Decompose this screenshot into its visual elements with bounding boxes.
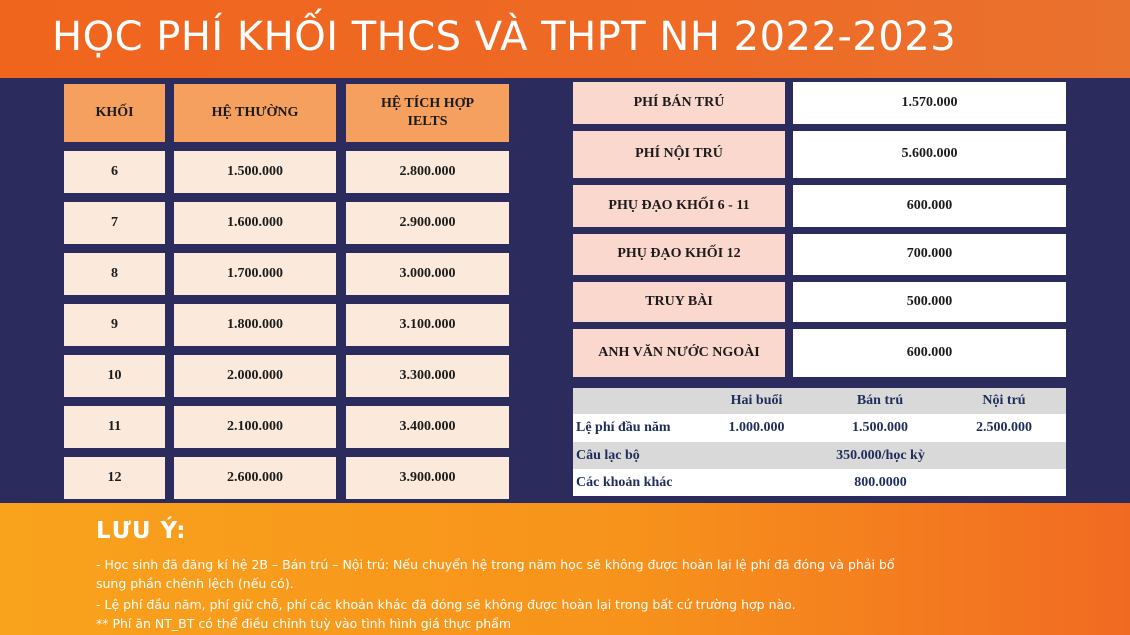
note-line: sung phần chênh lệch (nếu có). [96,576,294,591]
fee-value: 700.000 [793,234,1066,275]
ielts-fee-cell: 3.300.000 [346,355,509,397]
fee-value: 500.000 [793,282,1066,322]
header-he-tich-hop: HỆ TÍCH HỢP IELTS [346,84,509,142]
note-line: ** Phí ăn NT_BT có thể điều chỉnh tuỳ vào tình hình giá thực phẩm [96,616,512,631]
fee-label: PHÍ BÁN TRÚ [573,82,785,124]
fee-label: TRUY BÀI [573,282,785,322]
row-label-cac-khoan-khac: Các khoản khác [576,474,673,490]
ielts-fee-cell: 3.100.000 [346,304,509,346]
note-line: - Học sinh đã đăng kí hệ 2B – Bán trú – Nội trú: Nếu chuyển hệ trong năm học sẽ không được hoàn lại lệ phí đã đóng và phải bổ [96,557,895,572]
fee-label: PHỤ ĐẠO KHỐI 6 - 11 [573,185,785,227]
fee-value: 1.570.000 [793,82,1066,124]
grade-cell: 12 [64,457,165,499]
table-corner [573,388,695,414]
ielts-fee-cell: 3.000.000 [346,253,509,295]
fee-value: 5.600.000 [793,131,1066,178]
le-phi-noi-tru: 2.500.000 [976,420,1032,435]
grade-cell: 8 [64,253,165,295]
le-phi-ban-tru: 1.500.000 [852,420,908,435]
fee-value: 600.000 [793,329,1066,377]
ielts-fee-cell: 2.900.000 [346,202,509,244]
regular-fee-cell: 1.800.000 [174,304,336,346]
col-header-hai-buoi: Hai buổi [695,388,818,414]
regular-fee-cell: 1.600.000 [174,202,336,244]
note-line: - Lệ phí đầu năm, phí giữ chỗ, phí các khoản khác đã đóng sẽ không được hoàn lại trong bất cứ trường hợp nào. [96,597,796,612]
regular-fee-cell: 1.500.000 [174,151,336,193]
fee-value: 600.000 [793,185,1066,227]
cac-khoan-khac-value: 800.0000 [854,474,907,490]
ielts-fee-cell: 3.400.000 [346,406,509,448]
le-phi-hai-buoi: 1.000.000 [728,420,785,435]
fee-label: ANH VĂN NƯỚC NGOÀI [573,329,785,377]
grade-cell: 10 [64,355,165,397]
col-header-ban-tru: Bán trú [818,388,942,414]
grade-cell: 11 [64,406,165,448]
row-label-cau-lac-bo: Câu lạc bộ [573,442,695,469]
grade-cell: 6 [64,151,165,193]
col-header-noi-tru: Nội trú [942,388,1066,414]
grade-cell: 9 [64,304,165,346]
cau-lac-bo-value: 350.000/học kỳ [695,442,1066,469]
regular-fee-cell: 2.600.000 [174,457,336,499]
grade-cell: 7 [64,202,165,244]
header-khoi: KHỐI [64,84,165,142]
fee-label: PHỤ ĐẠO KHỐI 12 [573,234,785,275]
regular-fee-cell: 2.000.000 [174,355,336,397]
row-label-le-phi: Lệ phí đầu năm [576,420,671,435]
regular-fee-cell: 1.700.000 [174,253,336,295]
ielts-fee-cell: 2.800.000 [346,151,509,193]
page-title: HỌC PHÍ KHỐI THCS VÀ THPT NH 2022-2023 [52,14,957,60]
fee-label: PHÍ NỘI TRÚ [573,131,785,178]
header-he-thuong: HỆ THƯỜNG [174,84,336,142]
ielts-fee-cell: 3.900.000 [346,457,509,499]
notes-title: LƯU Ý: [96,518,187,544]
regular-fee-cell: 2.100.000 [174,406,336,448]
